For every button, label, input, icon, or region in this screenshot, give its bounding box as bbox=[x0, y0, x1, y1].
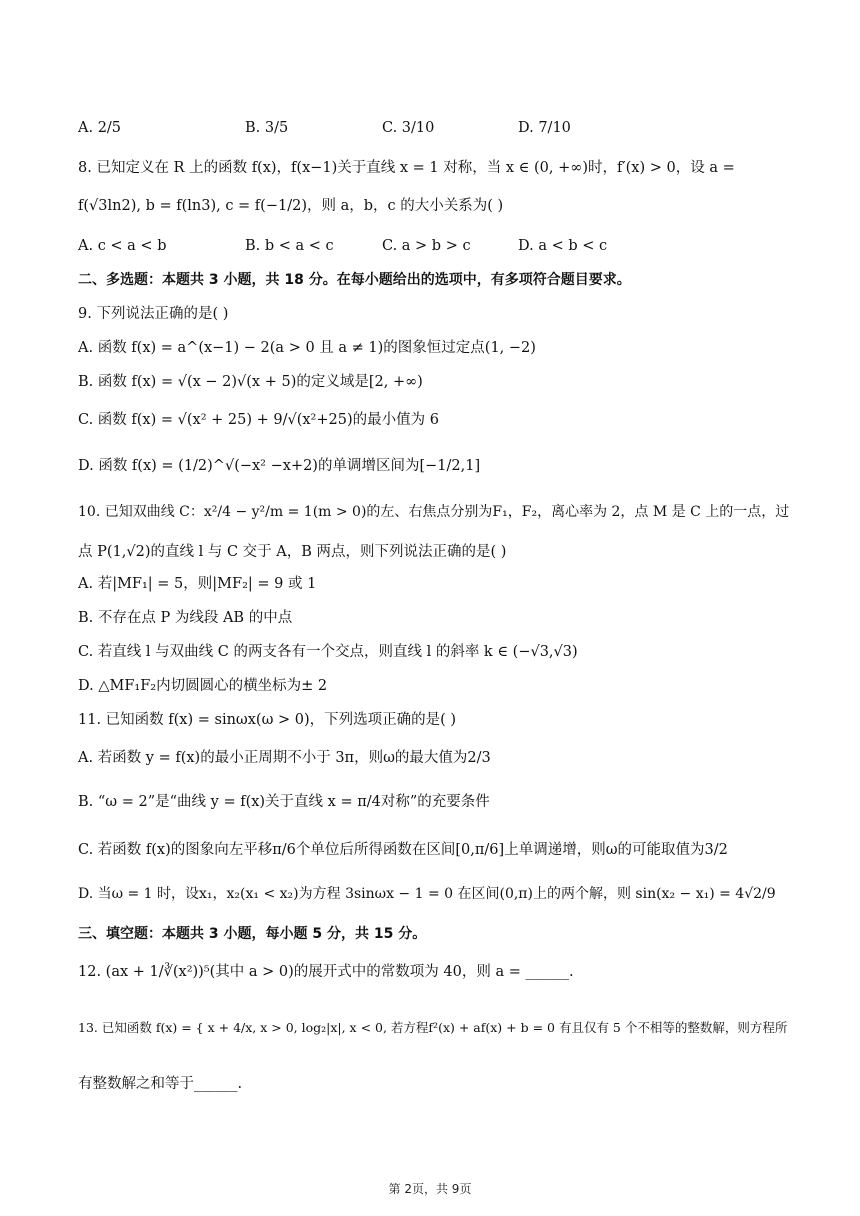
q11-option-d: D. 当ω = 1 时，设x₁，x₂(x₁ < x₂)为方程 3sinωx − 1 = 0 在区间(0,π)上的两个解，则 sin(x₂ − x₁) = 4√2/9 bbox=[78, 886, 776, 902]
q10-option-a: A. 若|MF₁| = 5，则|MF₂| = 9 或 1 bbox=[78, 576, 317, 592]
q11-option-b: B. “ω = 2”是“曲线 y = f(x)关于直线 x = π/4对称”的充要条件 bbox=[78, 794, 490, 810]
q11-stem: 11. 已知函数 f(x) = sinωx(ω > 0)，下列选项正确的是( ) bbox=[78, 712, 457, 728]
q10-stem-line1: 10. 已知双曲线 C：x²/4 − y²/m = 1(m > 0)的左、右焦点分别为F₁，F₂，离心率为 2，点 M 是 C 上的一点，过 bbox=[78, 504, 790, 520]
q7-option-d: D. 7/10 bbox=[518, 120, 571, 136]
q9-option-c: C. 函数 f(x) = √(x² + 25) + 9/√(x²+25)的最小值为 6 bbox=[78, 412, 439, 428]
q10-stem-line2: 点 P(1,√2)的直线 l 与 C 交于 A，B 两点，则下列说法正确的是( ) bbox=[78, 544, 507, 560]
q11-option-a: A. 若函数 y = f(x)的最小正周期不小于 3π，则ω的最大值为2/3 bbox=[78, 750, 491, 766]
q11-option-c: C. 若函数 f(x)的图象向左平移π/6个单位后所得函数在区间[0,π/6]上单调递增，则ω的可能取值为3/2 bbox=[78, 842, 728, 858]
q10-option-b: B. 不存在点 P 为线段 AB 的中点 bbox=[78, 610, 293, 626]
q10-option-d: D. △MF₁F₂内切圆圆心的横坐标为± 2 bbox=[78, 678, 328, 694]
q7-option-a: A. 2/5 bbox=[78, 120, 122, 136]
q7-option-c: C. 3/10 bbox=[382, 120, 435, 136]
q12-stem: 12. (ax + 1/∛(x²))⁵(其中 a > 0)的展开式中的常数项为 40，则 a = ______. bbox=[78, 964, 574, 980]
q13-stem-line2: 有整数解之和等于______. bbox=[78, 1076, 243, 1092]
q9-option-d: D. 函数 f(x) = (1/2)^√(−x² −x+2)的单调增区间为[−1/2,1] bbox=[78, 458, 481, 474]
q8-stem-line2: f(√3ln2), b = f(ln3), c = f(−1/2)，则 a，b，c 的大小关系为( ) bbox=[78, 198, 504, 214]
section-2-heading: 二、多选题：本题共 3 小题，共 18 分。在每小题给出的选项中，有多项符合题目要求。 bbox=[78, 272, 631, 288]
q9-stem: 9. 下列说法正确的是( ) bbox=[78, 306, 229, 322]
section-3-heading: 三、填空题：本题共 3 小题，每小题 5 分，共 15 分。 bbox=[78, 926, 427, 942]
q7-option-b: B. 3/5 bbox=[245, 120, 289, 136]
q8-option-a: A. c < a < b bbox=[78, 238, 167, 254]
q9-option-a: A. 函数 f(x) = a^(x−1) − 2(a > 0 且 a ≠ 1)的图象恒过定点(1, −2) bbox=[78, 340, 536, 356]
q8-stem-line1: 8. 已知定义在 R 上的函数 f(x)，f(x−1)关于直线 x = 1 对称，当 x ∈ (0, +∞)时，f′(x) > 0，设 a = bbox=[78, 160, 735, 176]
q8-option-c: C. a > b > c bbox=[382, 238, 471, 254]
q10-option-c: C. 若直线 l 与双曲线 C 的两支各有一个交点，则直线 l 的斜率 k ∈ (−√3,√3) bbox=[78, 644, 578, 660]
q8-option-b: B. b < a < c bbox=[245, 238, 334, 254]
q9-option-b: B. 函数 f(x) = √(x − 2)√(x + 5)的定义域是[2, +∞) bbox=[78, 374, 423, 390]
page-footer: 第 2页，共 9页 bbox=[388, 1182, 472, 1196]
q13-stem-line1: 13. 已知函数 f(x) = { x + 4/x, x > 0, log₂|x|, x < 0, 若方程f²(x) + af(x) + b = 0 有且仅有 5 个不相等的整数解，则方程所 bbox=[78, 1020, 788, 1035]
q8-option-d: D. a < b < c bbox=[518, 238, 608, 254]
